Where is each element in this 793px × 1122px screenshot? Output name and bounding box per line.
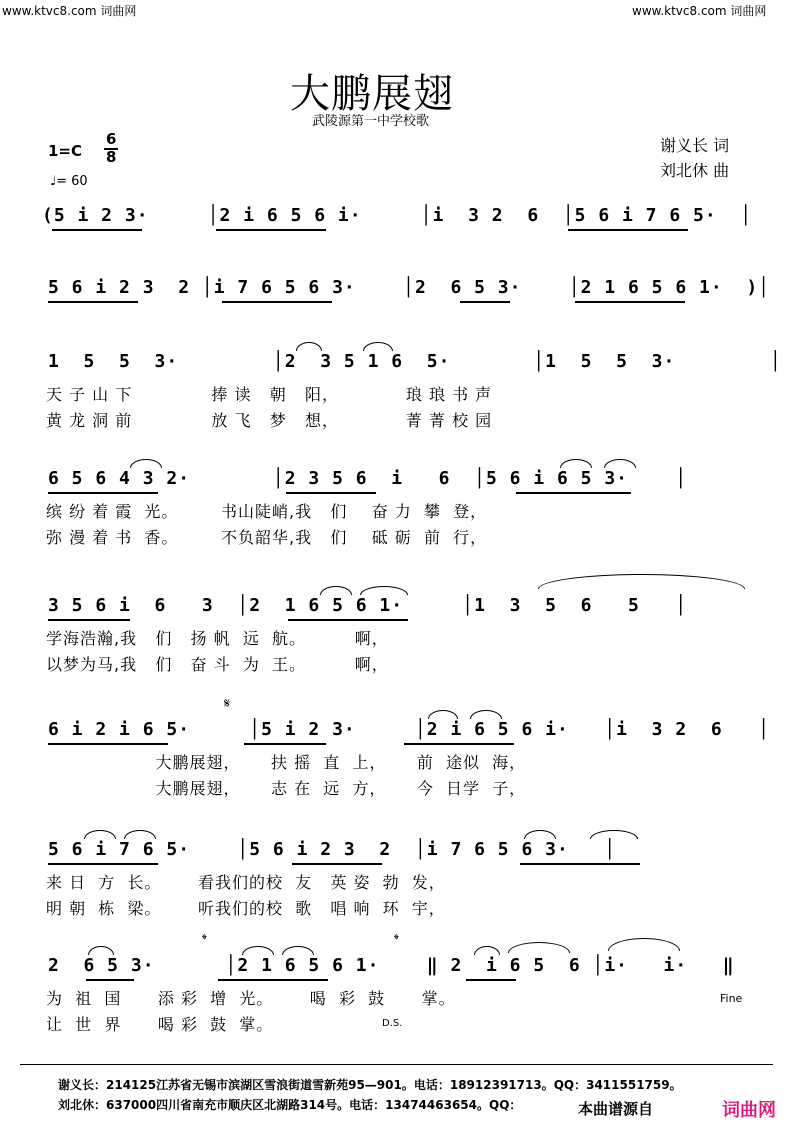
subtitle: 武陵源第一中学校歌: [312, 114, 430, 129]
ds-mark: D.S.: [382, 1018, 403, 1029]
key-signature: 1=C: [48, 142, 83, 160]
score-line-5: [30, 592, 765, 722]
lyrics-verse-2: 弥 漫 着 书 香。 不负韶华,我 们 砥 砺 前 行，: [46, 528, 488, 547]
underline: [575, 301, 685, 303]
underline: [86, 979, 134, 981]
underline: [48, 492, 158, 494]
lyrics-verse-1: 大鹏展翅， 扶 摇 直 上， 前 途似 海，: [46, 753, 527, 772]
lyrics-verse-2: 明 朝 栋 梁。 听我们的校 歌 唱 响 环 宇，: [46, 899, 446, 918]
coda-sign: 𝄌: [394, 932, 399, 948]
underline: [244, 743, 326, 745]
segno-sign: 𝄋: [224, 696, 231, 712]
source-stamp: 本曲谱源自: [578, 1100, 654, 1118]
notes: 6 i 2 i 6 5· │5 i 2 3· │2 i 6 5 6 i· │i 3 2 6 │: [48, 719, 771, 740]
underline: [48, 301, 138, 303]
score-line-6: [30, 696, 771, 846]
underline: [288, 619, 408, 621]
source-logo: 词曲网: [722, 1100, 776, 1121]
underline: [516, 492, 631, 494]
lyrics-verse-2: 黄 龙 洞 前 放 飞 梦 想， 菁 菁 校 园: [46, 411, 493, 430]
score-line-8: [30, 932, 765, 1082]
lyrics-verse-1: 学海浩瀚,我 们 扬 帆 远 航。 啊，: [46, 629, 389, 648]
lyrics-verse-2: 让 世 界 喝 彩 鼓 掌。: [46, 1015, 274, 1034]
notes: 1 5 5 3· │2 3 5 1 6 5· │1 5 5 3· │: [48, 351, 782, 372]
notes: 5 6 i 7 6 5· │5 6 i 2 3 2 │i 7 6 5 6 3· │: [48, 839, 617, 860]
notes: 6 5 6 4 3 2· │2 3 5 6 i 6 │5 6 i 6 5 3· │: [48, 468, 688, 489]
lyrics-verse-1: 来 日 方 长。 看我们的校 友 英 姿 勃 发，: [46, 873, 446, 892]
footer-lyricist-contact: 谢义长：214125江苏省无锡市滨湖区雪浪街道雪新苑95—901。电话：18912391713。QQ：3411551759。: [58, 1078, 682, 1092]
underline: [292, 863, 382, 865]
lyrics-verse-2: 以梦为马,我 们 奋 斗 为 王。 啊，: [46, 655, 389, 674]
coda-sign: 𝄌: [202, 932, 207, 948]
composer: 刘北休 曲: [660, 161, 730, 180]
page-title: 大鹏展翅: [290, 71, 454, 117]
lyrics-verse-2: 大鹏展翅， 志 在 远 方， 今 日学 子，: [46, 779, 527, 798]
underline: [460, 301, 510, 303]
underline: [48, 863, 158, 865]
underline: [48, 743, 168, 745]
lyricist: 谢义长 词: [660, 136, 730, 155]
notes: 2 6 5 3· │2 1 6 5 6 1· ‖ 2 i 6 5 6 │i· i· ‖: [48, 955, 735, 976]
underline: [286, 492, 376, 494]
tempo-mark: ♩= 60: [50, 174, 88, 189]
meter-bottom: 8: [106, 148, 117, 166]
notes: (5 i 2 3· │2 i 6 5 6 i· │i 3 2 6 │5 6 i 7 6 5· │: [42, 205, 753, 226]
underline: [216, 229, 326, 231]
underline: [520, 863, 640, 865]
lyrics-verse-1: 缤 纷 着 霞 光。 书山陡峭,我 们 奋 力 攀 登，: [46, 502, 488, 521]
lyrics-verse-1: 为 祖 国 添 彩 增 光。 喝 彩 鼓 掌。: [46, 989, 456, 1008]
footer-composer-contact: 刘北休：637000四川省南充市顺庆区北湖路314号。电话：13474463654。QQ：: [58, 1098, 522, 1112]
footer-divider: [20, 1064, 773, 1065]
underline: [466, 979, 516, 981]
underline: [404, 743, 514, 745]
fine-mark: Fine: [720, 992, 743, 1005]
watermark-right: www.ktvc8.com 词曲网: [632, 4, 767, 18]
watermark-left: www.ktvc8.com 词曲网: [2, 4, 137, 18]
notes: 5 6 i 2 3 2 │i 7 6 5 6 3· │2 6 5 3· │2 1 6 5 6 1· )│: [48, 277, 771, 298]
underline: [218, 979, 328, 981]
lyrics-verse-1: 天 子 山 下 捧 读 朝 阳， 琅 琅 书 声: [46, 385, 493, 404]
underline: [222, 301, 332, 303]
underline: [48, 619, 130, 621]
meter-top: 6: [106, 130, 117, 148]
notes: 3 5 6 i 6 3 │2 1 6 5 6 1· │1 3 5 6 5 │: [48, 595, 688, 616]
underline: [52, 229, 142, 231]
underline: [568, 229, 688, 231]
